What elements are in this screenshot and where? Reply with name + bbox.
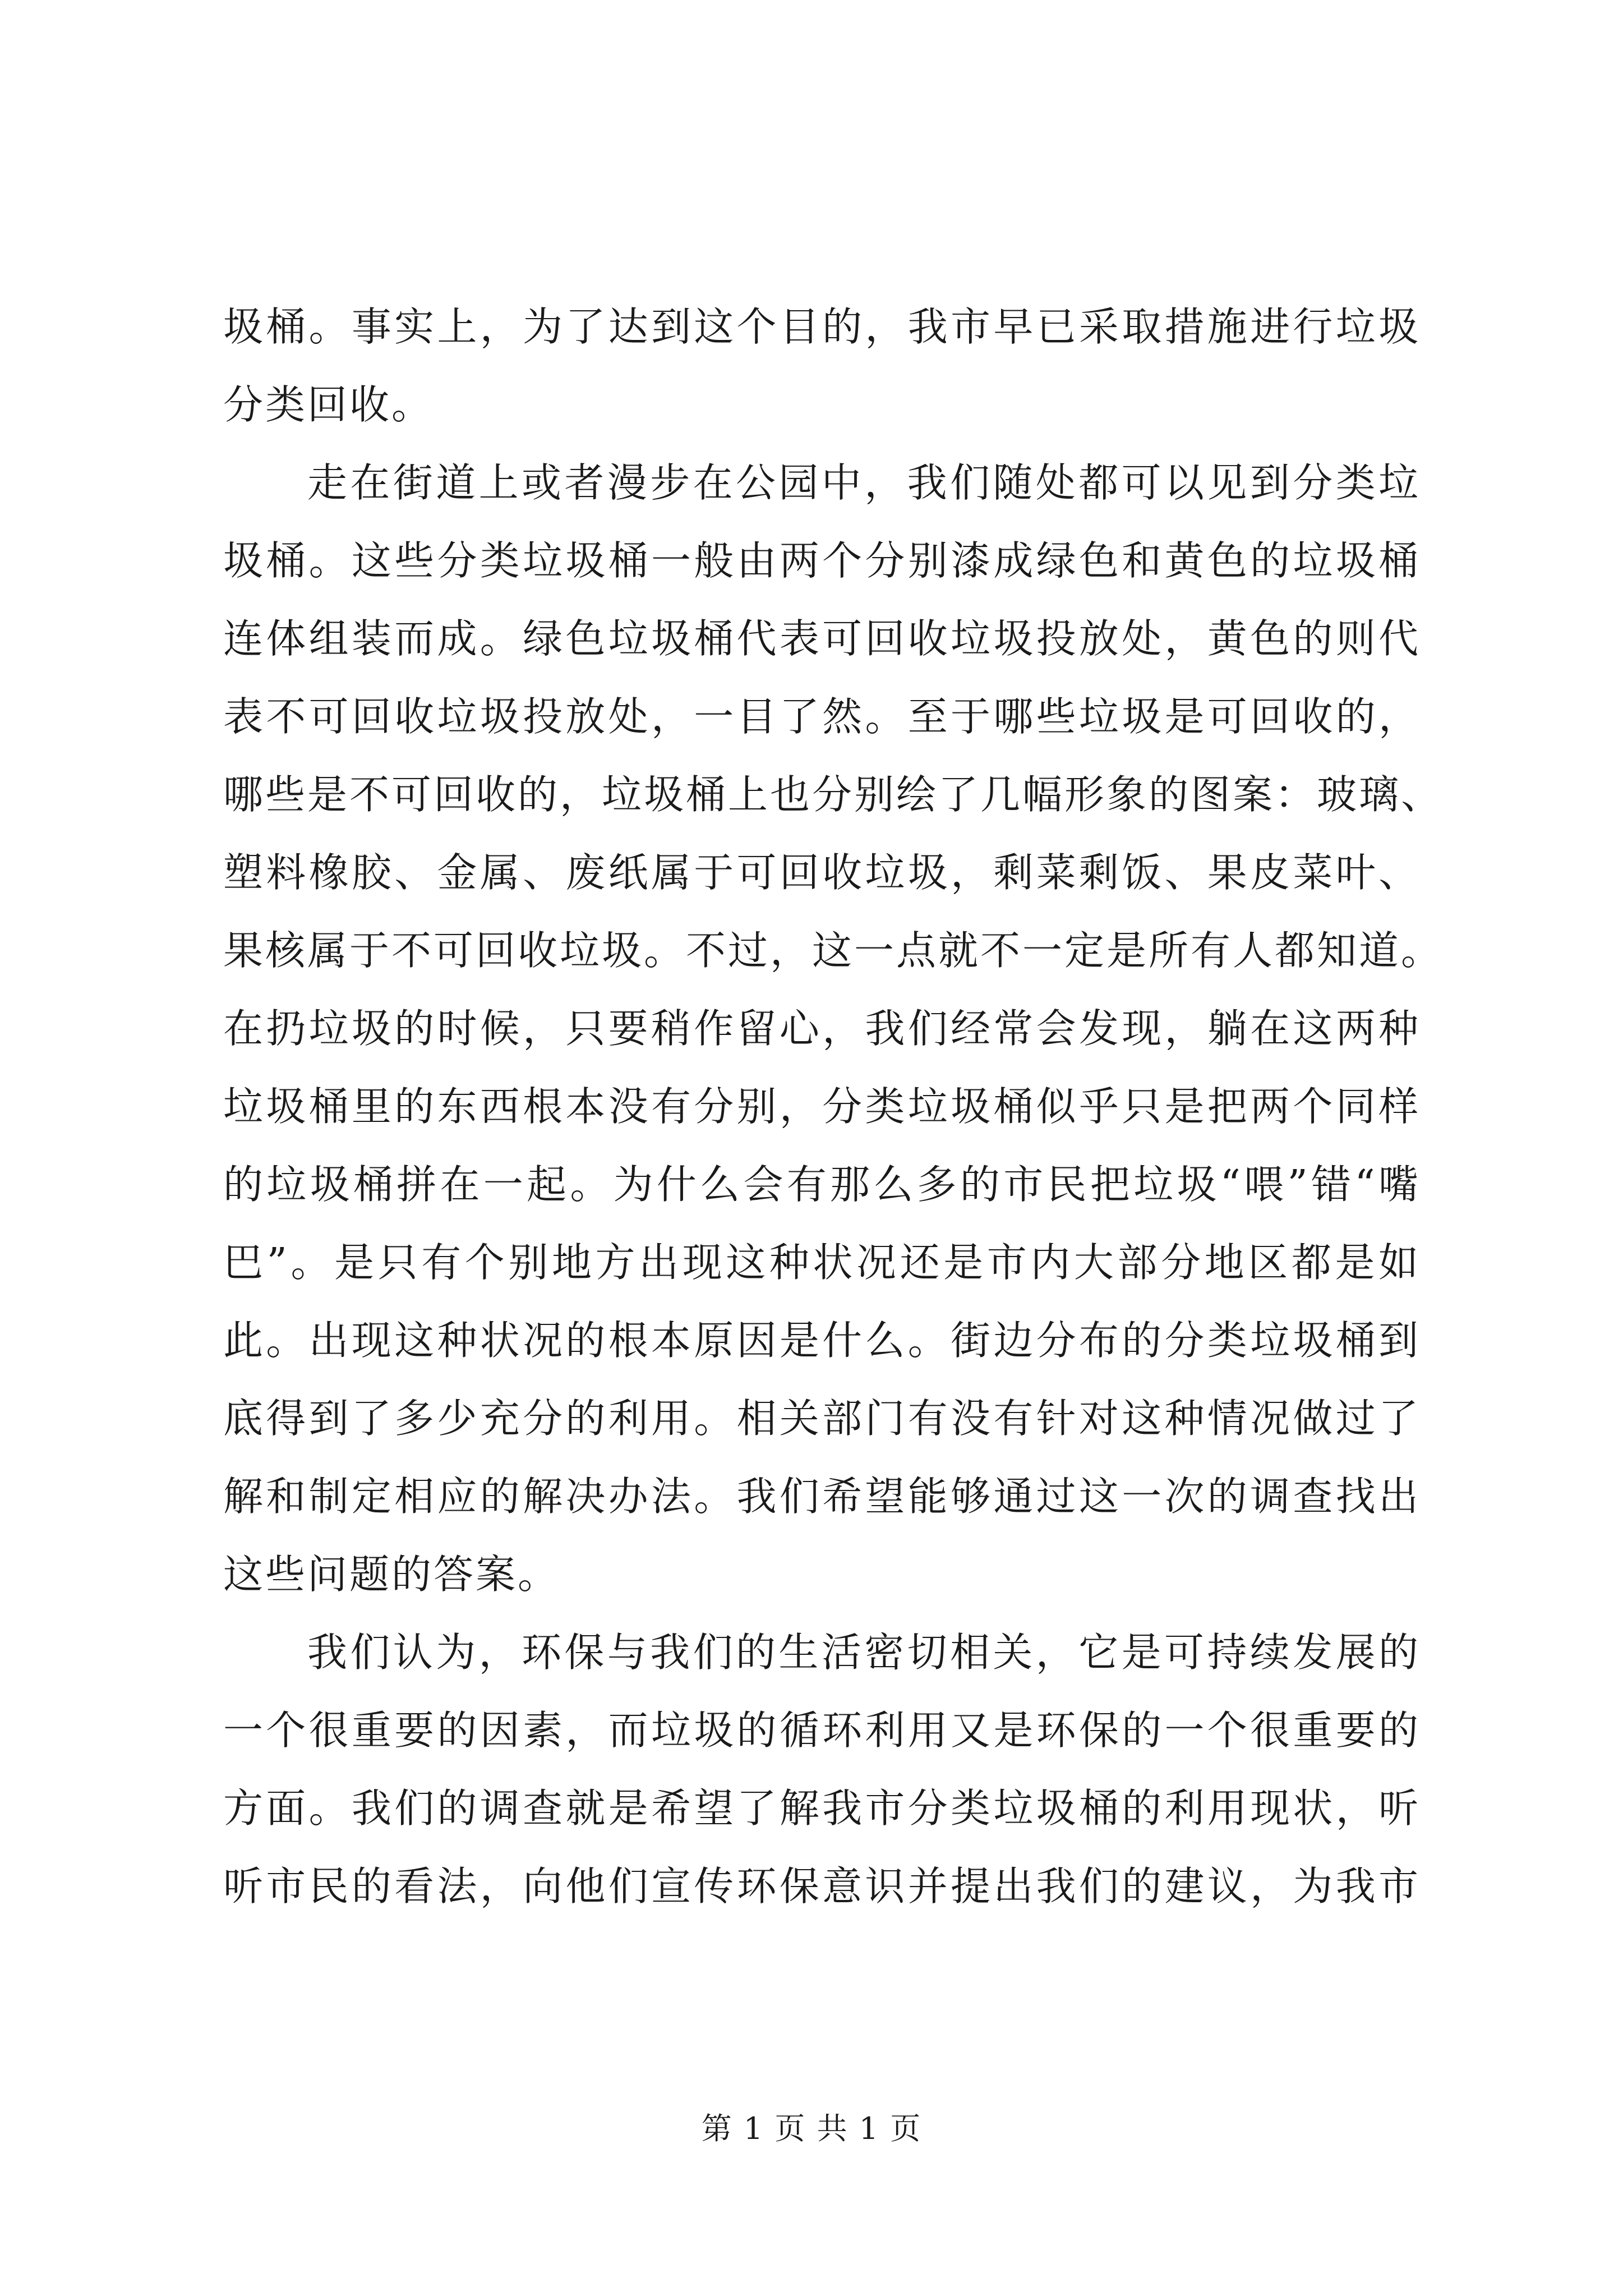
text-line: 表不可回收垃圾投放处，一目了然。至于哪些垃圾是可回收的， <box>223 693 1421 740</box>
page-number-label: 第 1 页 共 1 页 <box>701 2111 922 2146</box>
text-line: 听市民的看法，向他们宣传环保意识并提出我们的建议，为我市 <box>223 1863 1421 1910</box>
page-footer <box>0 2109 1623 2148</box>
text-line: 方面。我们的调查就是希望了解我市分类垃圾桶的利用现状，听 <box>223 1785 1421 1832</box>
text-line: 走在街道上或者漫步在公园中，我们随处都可以见到分类垃 <box>307 459 1421 506</box>
text-line: 塑料橡胶、金属、废纸属于可回收垃圾，剩菜剩饭、果皮菜叶、 <box>223 849 1421 896</box>
text-line: 分类回收。 <box>223 381 434 428</box>
text-line: 一个很重要的因素，而垃圾的循环利用又是环保的一个很重要的 <box>223 1707 1421 1754</box>
text-line: 连体组装而成。绿色垃圾桶代表可回收垃圾投放处，黄色的则代 <box>223 615 1421 662</box>
text-line: 哪些是不可回收的，垃圾桶上也分别绘了几幅形象的图案：玻璃、 <box>223 771 1444 818</box>
body-text <box>223 288 1444 1925</box>
paragraph <box>223 1613 1421 1925</box>
text-line: 我们认为，环保与我们的生活密切相关，它是可持续发展的 <box>307 1629 1421 1676</box>
text-line: 在扔垃圾的时候，只要稍作留心，我们经常会发现，躺在这两种 <box>223 1005 1421 1052</box>
text-line: 这些问题的答案。 <box>223 1551 560 1598</box>
paragraph <box>223 444 1444 1613</box>
text-line: 解和制定相应的解决办法。我们希望能够通过这一次的调查找出 <box>223 1473 1421 1520</box>
text-line: 底得到了多少充分的利用。相关部门有没有针对这种情况做过了 <box>223 1395 1421 1442</box>
text-line: 巴”。是只有个别地方出现这种状况还是市内大部分地区都是如 <box>223 1239 1421 1286</box>
paragraph <box>223 288 1421 444</box>
text-line: 圾桶。事实上，为了达到这个目的，我市早已采取措施进行垃圾 <box>223 303 1421 350</box>
text-line: 垃圾桶里的东西根本没有分别，分类垃圾桶似乎只是把两个同样 <box>223 1083 1421 1130</box>
text-line: 圾桶。这些分类垃圾桶一般由两个分别漆成绿色和黄色的垃圾桶 <box>223 537 1421 584</box>
text-line: 此。出现这种状况的根本原因是什么。街边分布的分类垃圾桶到 <box>223 1317 1421 1364</box>
text-line: 的垃圾桶拼在一起。为什么会有那么多的市民把垃圾“喂”错“嘴 <box>223 1161 1421 1208</box>
text-line: 果核属于不可回收垃圾。不过，这一点就不一定是所有人都知道。 <box>223 927 1444 974</box>
